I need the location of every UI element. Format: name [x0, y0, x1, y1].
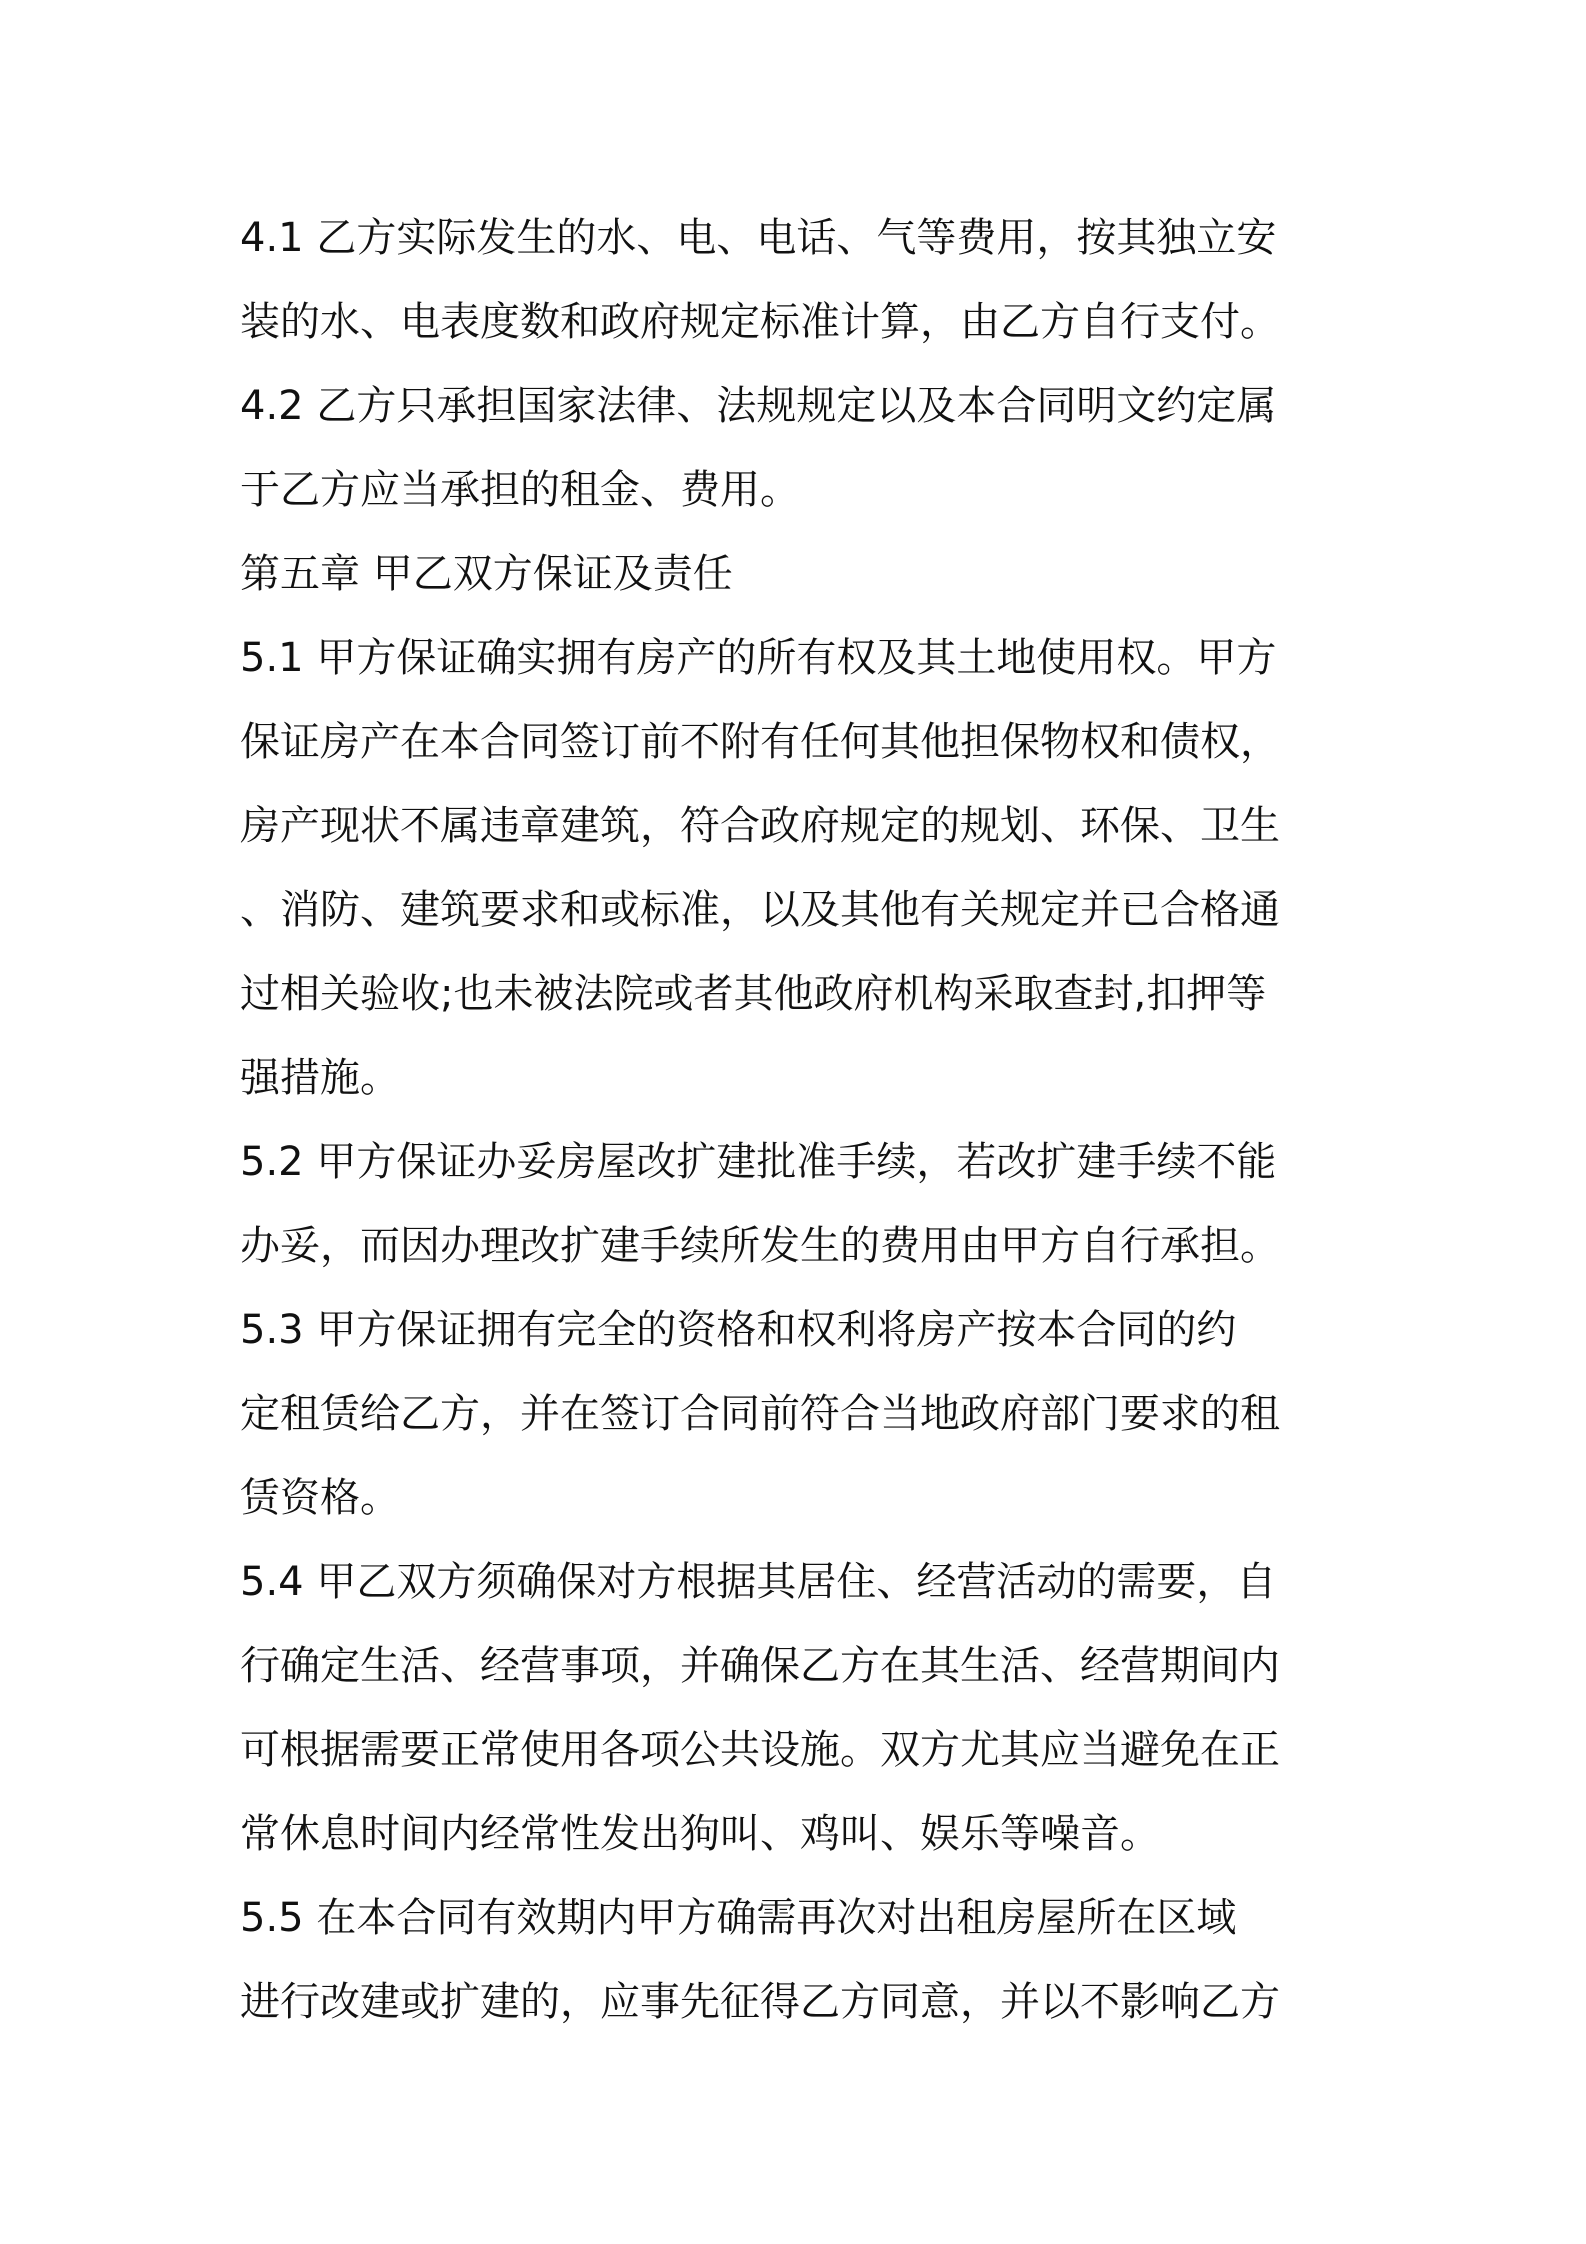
text-line: 办妥，而因办理改扩建手续所发生的费用由甲方自行承担。 — [240, 1223, 1280, 1269]
text-line: 5.5 在本合同有效期内甲方确需再次对出租房屋所在区域 — [240, 1895, 1237, 1941]
text-line: 5.3 甲方保证拥有完全的资格和权利将房产按本合同的约 — [240, 1307, 1237, 1353]
text-line: 5.1 甲方保证确实拥有房产的所有权及其土地使用权。甲方 — [240, 635, 1277, 681]
text-line: 过相关验收;也未被法院或者其他政府机构采取查封,扣押等 — [240, 971, 1267, 1017]
text-line: 房产现状不属违章建筑，符合政府规定的规划、环保、卫生 — [240, 803, 1280, 849]
text-line: 赁资格。 — [240, 1475, 400, 1521]
text-line: 4.1 乙方实际发生的水、电、电话、气等费用，按其独立安 — [240, 215, 1277, 261]
text-line: 进行改建或扩建的，应事先征得乙方同意，并以不影响乙方 — [240, 1979, 1280, 2025]
document-body — [240, 196, 1360, 2044]
text-line: 、消防、建筑要求和或标准，以及其他有关规定并已合格通 — [240, 887, 1280, 933]
text-line: 定租赁给乙方，并在签订合同前符合当地政府部门要求的租 — [240, 1391, 1280, 1437]
text-line: 强措施。 — [240, 1055, 400, 1101]
text-line: 常休息时间内经常性发出狗叫、鸡叫、娱乐等噪音。 — [240, 1811, 1160, 1857]
text-line: 保证房产在本合同签订前不附有任何其他担保物权和债权， — [240, 719, 1280, 765]
text-line: 5.4 甲乙双方须确保对方根据其居住、经营活动的需要，自 — [240, 1559, 1277, 1605]
text-line: 于乙方应当承担的租金、费用。 — [240, 467, 800, 513]
text-line: 行确定生活、经营事项，并确保乙方在其生活、经营期间内 — [240, 1643, 1280, 1689]
chapter-heading: 第五章 甲乙双方保证及责任 — [240, 551, 733, 597]
text-line: 装的水、电表度数和政府规定标准计算，由乙方自行支付。 — [240, 299, 1280, 345]
text-line: 5.2 甲方保证办妥房屋改扩建批准手续，若改扩建手续不能 — [240, 1139, 1277, 1185]
text-line: 4.2 乙方只承担国家法律、法规规定以及本合同明文约定属 — [240, 383, 1277, 429]
text-line: 可根据需要正常使用各项公共设施。双方尤其应当避免在正 — [240, 1727, 1280, 1773]
